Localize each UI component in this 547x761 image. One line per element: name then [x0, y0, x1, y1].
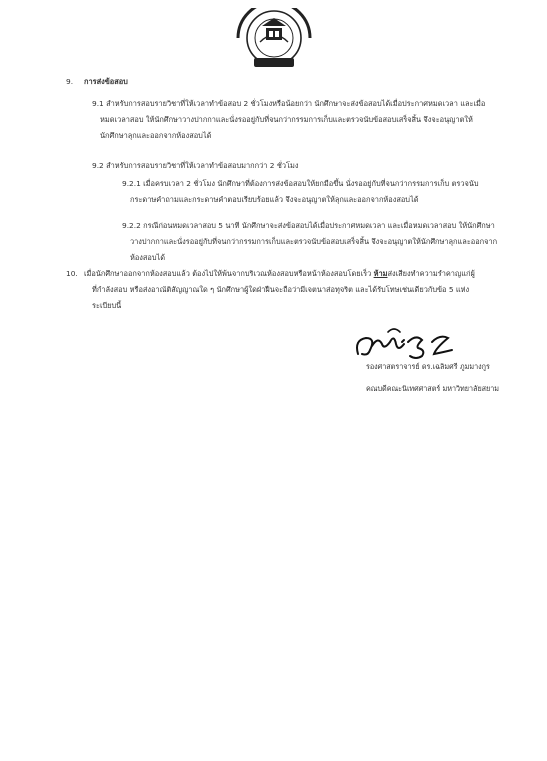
clause-9-2-2-line3: ห้องสอบได้ — [130, 253, 166, 262]
clause-9-1-line2: หมดเวลาสอบ ให้นักศึกษาวางปากกาและนั่งรออยู่กับที่จนกว่ากรรมการเก็บและตรวจนับข้อสอบเสร็จสิ้น จึงจะอนุญาตให้ — [100, 115, 473, 124]
clause-9-2 — [92, 158, 504, 174]
clause-9-2-2-line1: 9.2.2 กรณีก่อนหมดเวลาสอบ 5 นาที นักศึกษาจะส่งข้อสอบได้เมื่อประกาศหมดเวลา และเมื่อหมดเวลาสอบ ให้นักศึกษา — [122, 221, 495, 230]
section-9-number: 9. — [66, 77, 74, 86]
signatory-position: คณบดีคณะนิเทศศาสตร์ มหาวิทยาลัยสยาม — [366, 384, 500, 393]
section-10 — [66, 266, 506, 314]
clause-9-2-1 — [122, 176, 504, 208]
section-9-heading — [66, 74, 506, 90]
clause-9-2-2 — [122, 218, 504, 266]
clause-9-2-2-line2: วางปากกาและนั่งรออยู่กับที่จนกว่ากรรมการเก็บและตรวจนับข้อสอบเสร็จสิ้น จึงจะอนุญาตให้นักศึกษาลุกและออกจาก — [130, 237, 498, 246]
section-10-prohibit-word: ห้าม — [373, 269, 388, 278]
section-9-title: การส่งข้อสอบ — [84, 77, 128, 86]
clause-9-1-line3: นักศึกษาลุกและออกจากห้องสอบได้ — [100, 131, 212, 140]
clause-9-1 — [92, 96, 504, 144]
section-10-number: 10. — [66, 269, 78, 278]
clause-9-2-line1: 9.2 สำหรับการสอบรายวิชาที่ให้เวลาทำข้อสอบมากกว่า 2 ชั่วโมง — [92, 161, 299, 170]
university-seal-logo — [224, 8, 324, 72]
clause-9-2-1-line1: 9.2.1 เมื่อครบเวลา 2 ชั่วโมง นักศึกษาที่ต้องการส่งข้อสอบให้ยกมือขึ้น นั่งรออยู่กับที่จนกว่ากรรมการเก็บ ตรวจนับ — [122, 179, 479, 188]
section-10-line1-b: ส่งเสียงทำความรำคาญแก่ผู้ — [387, 269, 475, 278]
section-10-line1-a: เมื่อนักศึกษาออกจากห้องสอบแล้ว ต้องไปให้พ้นจากบริเวณห้องสอบหรือหน้าห้องสอบโดยเร็ว — [84, 269, 374, 278]
signatory-name: รองศาสตราจารย์ ดร.เฉลิมศรี ภูมมางกูร — [366, 362, 490, 371]
clause-9-1-line1: 9.1 สำหรับการสอบรายวิชาที่ให้เวลาทำข้อสอบ 2 ชั่วโมงหรือน้อยกว่า นักศึกษาจะส่งข้อสอบได้เมื่อประกาศหมดเวลา และเมื่อ — [92, 99, 486, 108]
section-10-line3: ระเบียบนี้ — [92, 301, 122, 310]
section-10-line2: ที่กำลังสอบ หรือส่งอาณัติสัญญาณใด ๆ นักศึกษาผู้ใดฝ่าฝืนจะถือว่ามีเจตนาส่อทุจริต และได้รับโทษเช่นเดียวกับข้อ 5 แห่ง — [92, 285, 470, 294]
clause-9-2-1-line2: กระดาษคำถามและกระดาษคำตอบเรียบร้อยแล้ว จึงจะอนุญาตให้ลุกและออกจากห้องสอบได้ — [130, 195, 419, 204]
